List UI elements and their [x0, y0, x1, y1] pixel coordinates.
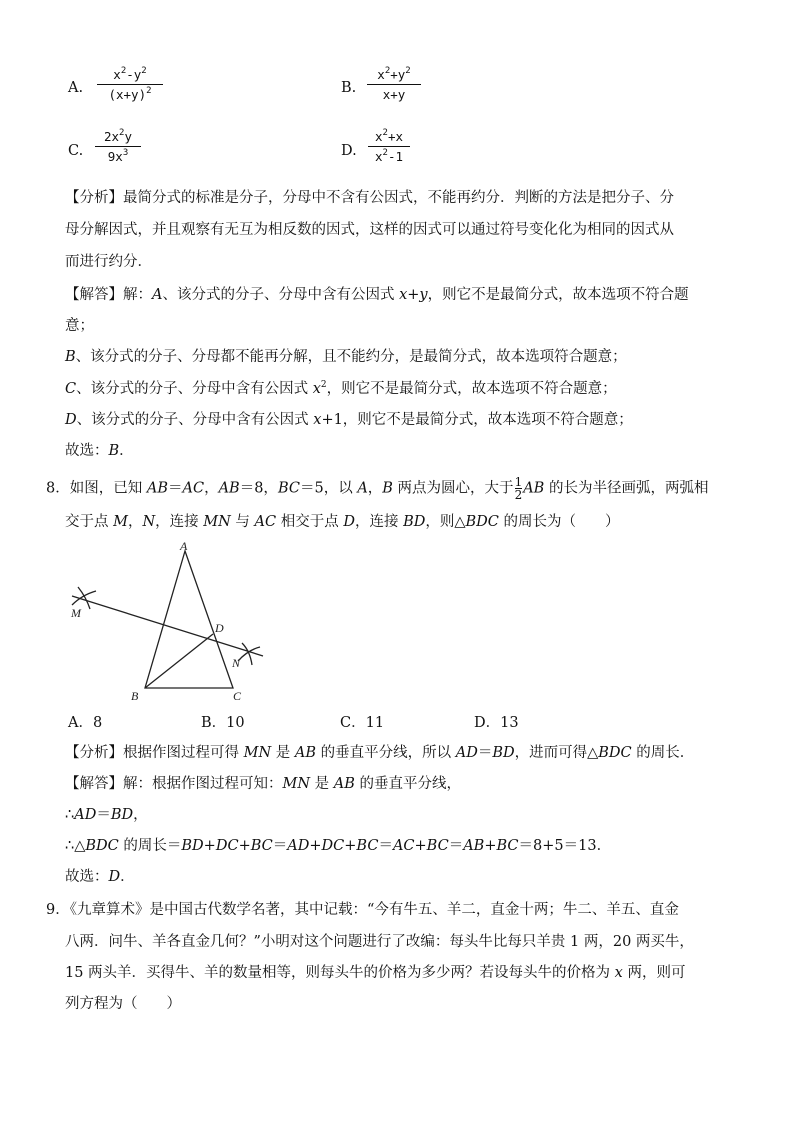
fraction [95, 128, 141, 165]
q7-solution-c: C、该分式的分子、分母中含有公因式 $x^2$，则它不是最简分式，故本选项不符合题意； [65, 380, 617, 397]
q8-stem-line2: 交于点 M，N，连接 MN 与 AC 相交于点 D，连接 BD，则△BDC 的周长为（ ） [65, 514, 620, 530]
fraction [97, 66, 163, 103]
q8-option-c: C．11 [340, 715, 385, 731]
label-m: M [71, 606, 81, 620]
q7-answer: 故选：B． [65, 443, 134, 459]
denominator: x+y [382, 87, 406, 102]
triangle-figure [60, 535, 280, 710]
option-letter: B. [341, 80, 357, 96]
perpendicular-bisector-mn [72, 596, 263, 656]
q7-solution-d: D、该分式的分子、分母中含有公因式 x+1，则它不是最简分式，故本选项不符合题意； [65, 412, 633, 428]
q8-option-a: A．8 [68, 715, 103, 731]
q8-option-d: D．13 [474, 715, 519, 731]
half-fraction: $\frac{1}{2}$ [514, 475, 523, 502]
q8-solution-line2: ∴AD＝BD， [65, 807, 148, 823]
label-d: D [215, 621, 224, 635]
q8-answer: 故选：D． [65, 869, 135, 885]
option-letter: C. [68, 143, 84, 159]
q9-stem-line2: 八两．问牛、羊各直金几何？”小明对这个问题进行了改编：每头牛比每只羊贵 1 两，20 两买牛， [65, 934, 694, 950]
segment-bd [145, 634, 213, 688]
q8-solution-line3: ∴△BDC 的周长＝BD+DC+BC＝AD+DC+BC＝AC+BC＝AB+BC＝8+5＝13． [65, 838, 612, 854]
option-letter: D. [341, 143, 357, 159]
arc-n-1 [242, 643, 252, 665]
label-b: B [131, 689, 139, 703]
option-letter: A. [68, 80, 84, 96]
q8-solution-line1: 【解答】解：根据作图过程可知：MN 是 AB 的垂直平分线， [65, 776, 462, 792]
q9-stem-line1: 9．《九章算术》是中国古代数学名著，其中记载：“今有牛五、羊二，直金十两；牛二、羊五、直金 [46, 902, 679, 918]
q7-analysis-line: 而进行约分． [65, 254, 152, 270]
numerator: $2x^2y$ [103, 128, 132, 144]
q7-solution-line: 【解答】解：A、该分式的分子、分母中含有公因式 x+y，则它不是最简分式，故本选项不符合题 [65, 287, 689, 303]
numerator: $x^2+y^2$ [377, 66, 411, 82]
label-c: C [233, 689, 242, 703]
q7-solution-b: B、该分式的分子、分母都不能再分解，且不能约分，是最简分式，故本选项符合题意； [65, 349, 627, 365]
q8-stem-line1: 8．如图，已知 AB＝AC，AB＝8，BC＝5，以 A，B 两点为圆心，大于 $\frac{1}{2}$ AB 的长为半径画弧，两弧相 [46, 475, 709, 502]
q9-stem-line4: 列方程为（ ） [65, 996, 181, 1012]
numerator: $x^2+x$ [374, 128, 403, 144]
denominator: $(x+y)^2$ [108, 86, 152, 102]
numerator: $x^2-y^2$ [113, 66, 147, 82]
q7-analysis-line: 【分析】最简分式的标准是分子，分母中不含有公因式，不能再约分．判断的方法是把分子、分 [65, 190, 674, 206]
label-n: N [232, 656, 241, 670]
denominator: $9x^3$ [107, 148, 129, 164]
triangle-abc [145, 551, 233, 688]
q7-solution-line: 意； [65, 318, 94, 334]
q8-option-b: B．10 [201, 715, 245, 731]
label-a: A [180, 539, 188, 553]
q9-stem-line3: 15 两头羊．买得牛、羊的数量相等，则每头牛的价格为多少两？若设每头牛的价格为 x 两，则可 [65, 965, 686, 981]
fraction [368, 128, 410, 165]
q8-analysis: 【分析】根据作图过程可得 MN 是 AB 的垂直平分线，所以 AD＝BD，进而可得△BDC 的周长． [65, 745, 695, 761]
fraction [367, 66, 421, 103]
q7-analysis-line: 母分解因式，并且观察有无互为相反数的因式，这样的因式可以通过符号变化化为相同的因式从 [65, 222, 674, 238]
denominator: $x^2-1$ [374, 148, 403, 164]
